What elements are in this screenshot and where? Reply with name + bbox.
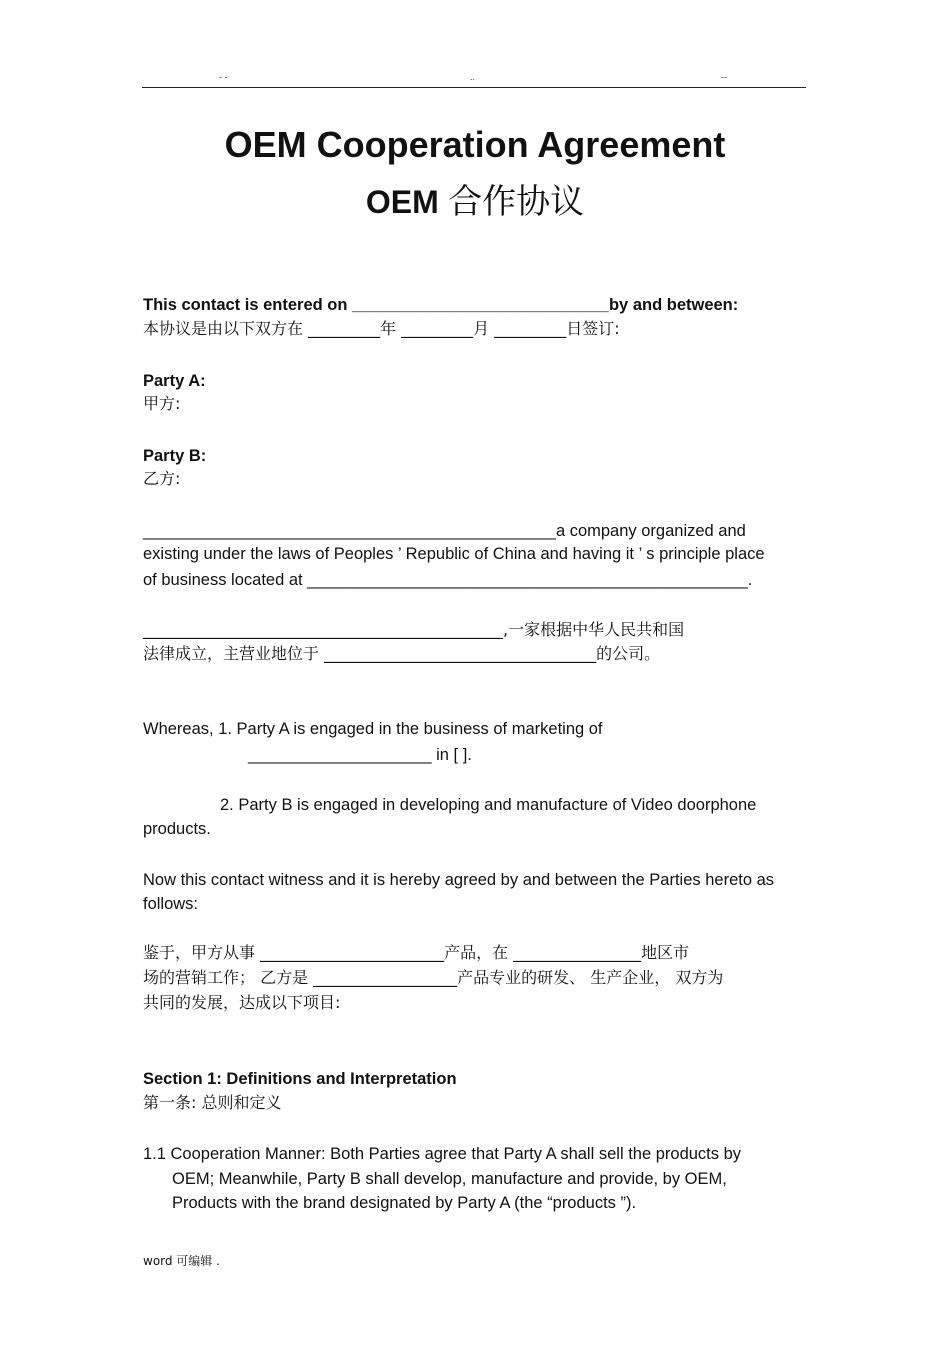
clause-1-1-line1: 1.1 Cooperation Manner: Both Parties agree that Party A shall sell the products by bbox=[143, 1145, 742, 1163]
company-cn-line1: _____________________________________________,一家根据中华人民共和国 bbox=[143, 620, 685, 639]
document-title-en: OEM Cooperation Agreement bbox=[224, 124, 726, 165]
cn-whereas-line1: 鉴于，甲方从事 _______________________产品，在 ________________地区市 bbox=[143, 943, 690, 962]
page-footer: word 可编辑 . bbox=[143, 1254, 220, 1268]
party-a-label-cn: 甲方: bbox=[143, 394, 181, 413]
company-en-line1: _____________________________________________a company organized and bbox=[143, 522, 746, 540]
clause-1-1-line3: Products with the brand designated by Party A (the “products ”). bbox=[172, 1194, 637, 1212]
clause-1-1-line2: OEM; Meanwhile, Party B shall develop, manufacture and provide, by OEM, bbox=[172, 1170, 727, 1188]
header-mark-left: - - bbox=[219, 72, 228, 82]
whereas-item2-line2: products. bbox=[143, 820, 211, 838]
intro-en: This contact is entered on ____________________________by and between: bbox=[143, 296, 739, 314]
whereas-line2: ____________________ in [ ]. bbox=[248, 746, 472, 764]
party-b-label: Party B: bbox=[143, 447, 207, 465]
title-cn-rest: 合作协议 bbox=[448, 183, 585, 221]
title-cn-prefix: OEM bbox=[365, 184, 439, 220]
header-mark-center: .. bbox=[470, 72, 476, 82]
document-title-cn bbox=[0, 174, 950, 223]
intro-cn: 本协议是由以下双方在 _________年 _________月 _________日签订: bbox=[143, 319, 620, 338]
cn-whereas-line3: 共同的发展，达成以下项目: bbox=[143, 993, 341, 1012]
company-cn-line2: 法律成立，主营业地位于 __________________________________的公司。 bbox=[143, 644, 661, 663]
whereas-line1: Whereas, 1. Party A is engaged in the business of marketing of bbox=[143, 720, 603, 738]
whereas-item2-line1: 2. Party B is engaged in developing and manufacture of Video doorphone bbox=[220, 796, 757, 814]
party-a-label: Party A: bbox=[143, 372, 206, 390]
header-rule bbox=[142, 87, 806, 88]
section1-heading-cn: 第一条: 总则和定义 bbox=[143, 1093, 282, 1112]
company-en-line3: of business located at ________________________________________________. bbox=[143, 571, 753, 589]
cn-whereas-line2: 场的营销工作； 乙方是 __________________产品专业的研发、 生产企业， 双方为 bbox=[143, 968, 724, 987]
party-b-label-cn: 乙方: bbox=[143, 469, 181, 488]
witness-line1: Now this contact witness and it is hereby agreed by and between the Parties hereto as bbox=[143, 871, 775, 889]
section1-heading: Section 1: Definitions and Interpretation bbox=[143, 1070, 457, 1088]
witness-line2: follows: bbox=[143, 895, 199, 913]
company-en-line2: existing under the laws of Peoples ’ Republic of China and having it ’ s principle place bbox=[143, 545, 765, 563]
header-mark-right: -- bbox=[721, 72, 727, 82]
